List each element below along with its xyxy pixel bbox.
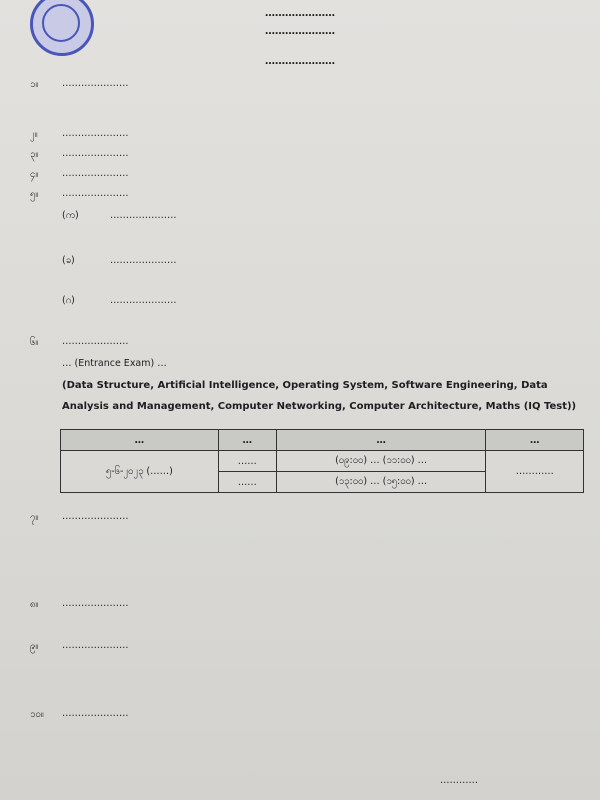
- table-cell-time: (၀၉:၀၀) … (၁၁:၀၀) …: [276, 451, 486, 472]
- item-number: ၃။: [30, 149, 39, 160]
- table-header-row: [61, 430, 584, 451]
- col-subject: …: [218, 430, 276, 451]
- col-venue: …: [486, 430, 584, 451]
- item-number: ၈။: [30, 599, 39, 610]
- item-number: ၇။: [30, 512, 39, 523]
- item-number: ၉။: [30, 641, 39, 652]
- item-2-text: …………………: [62, 128, 129, 139]
- item-6-text: …………………: [62, 336, 129, 347]
- header-subject: …………………: [265, 56, 335, 67]
- signature-block: …………: [440, 775, 478, 786]
- sub-item-c-text: …………………: [110, 295, 177, 306]
- item-8-text: …………………: [62, 598, 129, 609]
- sub-item-number: (က): [62, 210, 79, 221]
- col-date: …: [61, 430, 219, 451]
- item-6-text-cont: … (Entrance Exam) …: [62, 358, 167, 369]
- table-cell-time: (၁၃:၀၀) … (၁၅:၀၀) …: [276, 472, 486, 493]
- table-cell-subject: ……: [218, 472, 276, 493]
- item-number: ၆။: [30, 337, 39, 348]
- table-row: [61, 451, 584, 472]
- item-7-text: …………………: [62, 511, 129, 522]
- sub-item-b-text: …………………: [110, 255, 177, 266]
- table-cell-subject: ……: [218, 451, 276, 472]
- exam-schedule-table: [60, 429, 584, 493]
- sub-item-number: (ဂ): [62, 295, 75, 306]
- item-number: ၁။: [30, 79, 39, 90]
- item-10-text: …………………: [62, 708, 129, 719]
- exam-subjects: (Data Structure, Artificial Intelligence, Operating System, Software Engineering, Data Analysis and Management, Computer Networking, Computer Architecture, Maths (IQ Test)): [62, 380, 577, 412]
- item-number: ၅။: [30, 189, 39, 200]
- item-1-text: …………………: [62, 78, 129, 89]
- item-number: ၁၀။: [30, 709, 44, 720]
- header-ministry: …………………: [265, 8, 335, 19]
- sub-item-number: (ခ): [62, 255, 75, 266]
- item-4-text: …………………: [62, 168, 129, 179]
- col-time: …: [276, 430, 486, 451]
- table-cell-venue: …………: [486, 451, 584, 493]
- item-9-text: …………………: [62, 640, 129, 651]
- sub-item-a-text: …………………: [110, 210, 177, 221]
- item-number: ၄။: [30, 169, 39, 180]
- item-5-text: …………………: [62, 188, 129, 199]
- table-cell-date: ၅-၆-၂၀၂၃ (……): [61, 451, 219, 493]
- header-university: …………………: [265, 26, 335, 37]
- item-3-text: …………………: [62, 148, 129, 159]
- item-number: ၂။: [30, 129, 38, 140]
